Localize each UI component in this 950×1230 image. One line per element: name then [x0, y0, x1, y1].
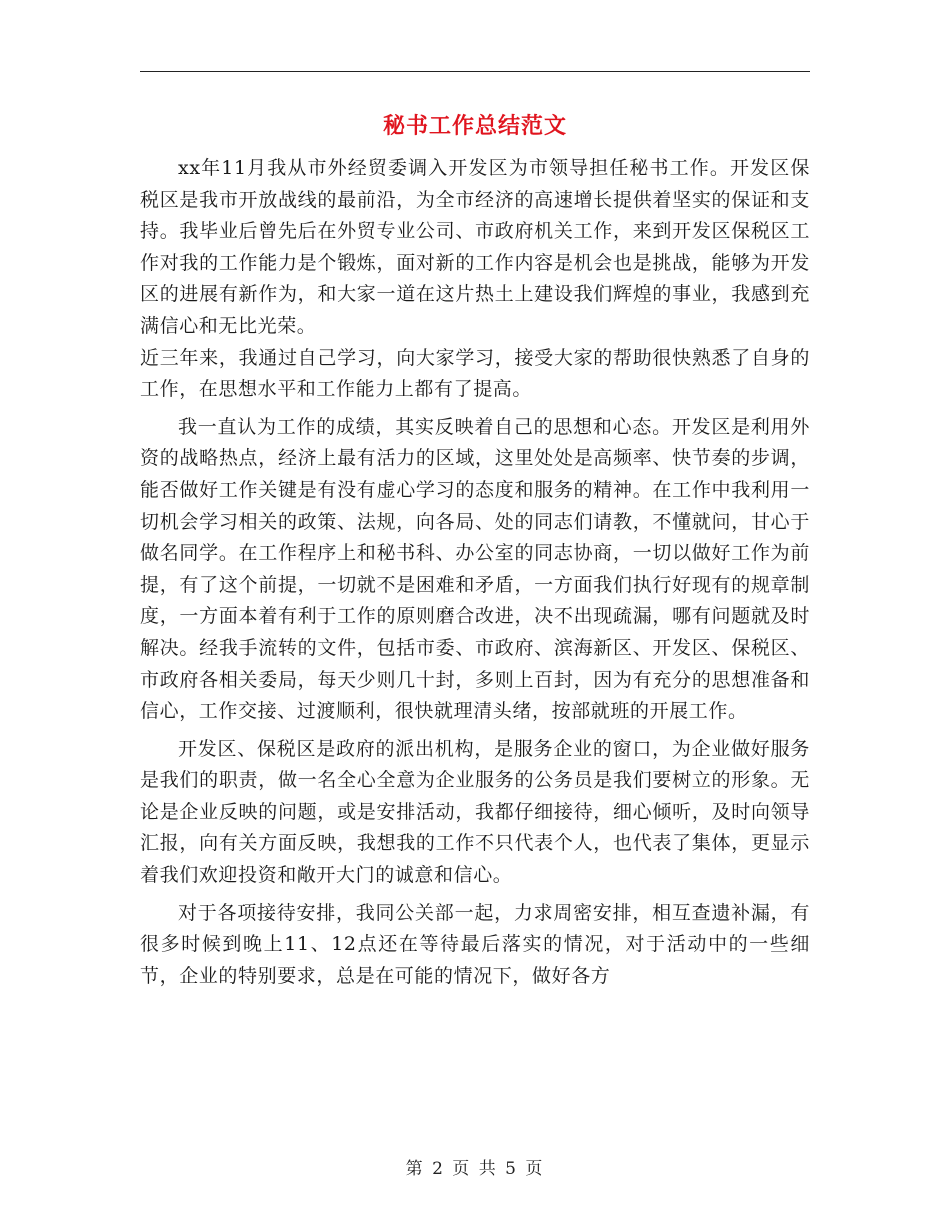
paragraph-5: 对于各项接待安排，我同公关部一起，力求周密安排，相互查遗补漏，有很多时候到晚上11、12点还在等待最后落实的情况，对于活动中的一些细节，企业的特别要求，总是在可能的情况下，做好各方	[140, 901, 810, 987]
page-number-footer: 第 2 页 共 5 页	[405, 1159, 545, 1179]
paragraph-4: 开发区、保税区是政府的派出机构，是服务企业的窗口，为企业做好服务是我们的职责，做一名全心全意为企业服务的公务员是我们要树立的形象。无论是企业反映的问题，或是安排活动，我都仔细接待，细心倾听，及时向领导汇报，向有关方面反映，我想我的工作不只代表个人，也代表了集体，更显示着我们欢迎投资和敞开大门的诚意和信心。	[140, 737, 810, 887]
paragraph-1: xx年11月我从市外经贸委调入开发区为市领导担任秘书工作。开发区保税区是我市开放战线的最前沿，为全市经济的高速增长提供着坚实的保证和支持。我毕业后曾先后在外贸专业公司、市政府机关工作，来到开发区保税区工作对我的工作能力是个锻炼，面对新的工作内容是机会也是挑战，能够为开发区的进展有新作为，和大家一道在这片热土上建设我们辉煌的事业，我感到充满信心和无比光荣。	[140, 157, 810, 337]
document-title: 秘书工作总结范文	[382, 113, 567, 139]
paragraph-2: 近三年来，我通过自己学习，向大家学习，接受大家的帮助很快熟悉了自身的工作，在思想水平和工作能力上都有了提高。	[140, 346, 810, 401]
header-rule	[140, 71, 810, 72]
paragraph-3: 我一直认为工作的成绩，其实反映着自己的思想和心态。开发区是利用外资的战略热点，经济上最有活力的区域，这里处处是高频率、快节奏的步调，能否做好工作关键是有没有虚心学习的态度和服务的精神。在工作中我利用一切机会学习相关的政策、法规，向各局、处的同志们请教，不懂就问，甘心于做名同学。在工作程序上和秘书科、办公室的同志协商，一切以做好工作为前提，有了这个前提，一切就不是困难和矛盾，一方面我们执行好现有的规章制度，一方面本着有利于工作的原则磨合改进，决不出现疏漏，哪有问题就及时解决。经我手流转的文件，包括市委、市政府、滨海新区、开发区、保税区、市政府各相关委局，每天少则几十封，多则上百封，因为有充分的思想准备和信心，工作交接、过渡顺利，很快就理清头绪，按部就班的开展工作。	[140, 415, 810, 723]
document-body	[140, 153, 810, 992]
